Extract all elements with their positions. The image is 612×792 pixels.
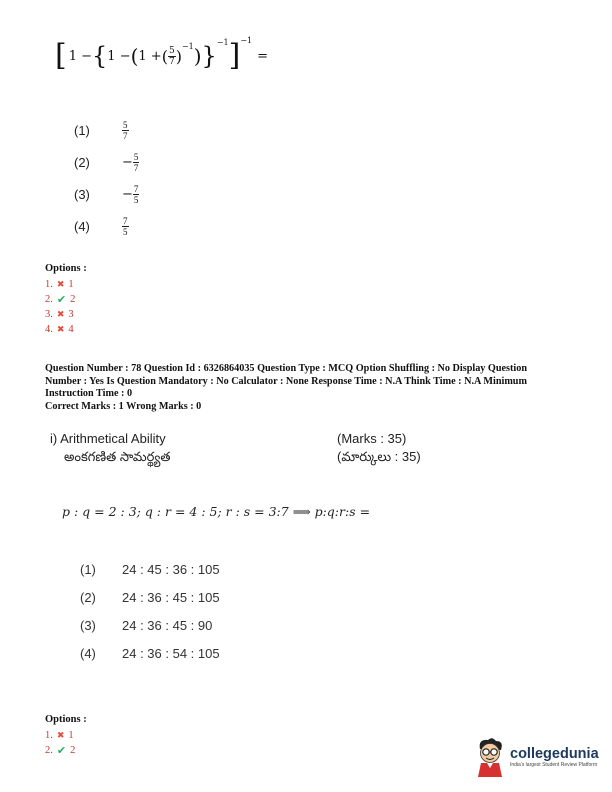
q1-choice: (4) $\frac{7}{5}$ xyxy=(74,215,128,237)
cross-icon: ✖ xyxy=(56,279,65,289)
cross-icon: ✖ xyxy=(56,309,65,319)
section-marks-te: (మార్కులు : 35) xyxy=(337,449,421,464)
q1-choice: (1) $\frac{5}{7}$ xyxy=(74,119,128,141)
option-item: 3. ✖ 3 xyxy=(45,309,74,320)
q1-choice: (3) − $\frac{7}{5}$ xyxy=(74,183,139,205)
q2-choice: (4) 24 : 36 : 54 : 105 xyxy=(80,645,220,661)
q2-expression: p : q = 2 : 3; q : r = 4 : 5; r : s = 3:7 ⟹ p:q:r:s = xyxy=(62,504,371,519)
option-item: 2. ✔ 2 xyxy=(45,745,76,757)
cross-icon: ✖ xyxy=(56,730,65,740)
q1-choice: (2) − $\frac{5}{7}$ xyxy=(74,151,139,173)
q2-choice: (1) 24 : 45 : 36 : 105 xyxy=(80,561,220,577)
q1-expression: [ 1 − { 1 − ( 1 + ( $\frac{5}{7}$ ) $^{-1}$ ) } $^{-1}$ ] $^{-1}$ = xyxy=(55,36,269,73)
q2-choice-list xyxy=(80,555,220,667)
meta-line: Question Number : 78 Question Id : 6326864035 Question Type : MCQ Option Shuffling : No Display Question xyxy=(45,363,527,374)
section-marks-en: (Marks : 35) xyxy=(337,431,407,446)
options-heading: Options : xyxy=(45,263,87,274)
option-item: 1. ✖ 1 xyxy=(45,279,74,290)
options-heading: Options : xyxy=(45,714,87,725)
q1-choice-fraction: $\frac{5}{7}$ xyxy=(133,151,139,173)
section-title-te: అంకగణిత సామర్థ్యత xyxy=(64,449,171,464)
meta-line: Instruction Time : 0 xyxy=(45,388,133,399)
brand-tagline: India's largest Student Review Platform xyxy=(510,761,598,768)
option-item: 2. ✔ 2 xyxy=(45,294,76,306)
check-icon: ✔ xyxy=(56,294,67,306)
q1-choice-fraction: $\frac{7}{5}$ xyxy=(123,215,128,237)
q1-options xyxy=(45,263,87,337)
brand-name: collegedunia xyxy=(510,745,599,762)
q2-choice: (3) 24 : 36 : 45 : 90 xyxy=(80,617,213,633)
student-mascot-icon xyxy=(474,737,506,777)
meta-line: Number : Yes Is Question Mandatory : No Calculator : None Response Time : N.A Think Time : N.A Minimum xyxy=(45,375,527,387)
option-item: 4. ✖ 4 xyxy=(45,324,74,335)
collegedunia-logo[interactable] xyxy=(474,735,608,779)
section-title-en: i) Arithmetical Ability xyxy=(50,431,166,446)
q1-expression-fraction: $\frac{5}{7}$ xyxy=(168,45,175,67)
q2-choice: (2) 24 : 36 : 45 : 105 xyxy=(80,589,220,605)
q1-choice-fraction: $\frac{5}{7}$ xyxy=(123,119,128,141)
section-heading xyxy=(50,431,470,467)
q1-choice-fraction: $\frac{7}{5}$ xyxy=(133,183,139,205)
check-icon: ✔ xyxy=(56,745,67,757)
marks-line: Correct Marks : 1 Wrong Marks : 0 xyxy=(45,400,202,412)
question-meta xyxy=(45,363,575,413)
q1-choice-list xyxy=(74,114,139,242)
cross-icon: ✖ xyxy=(56,324,65,334)
q2-options xyxy=(45,714,87,758)
option-item: 1. ✖ 1 xyxy=(45,730,74,741)
